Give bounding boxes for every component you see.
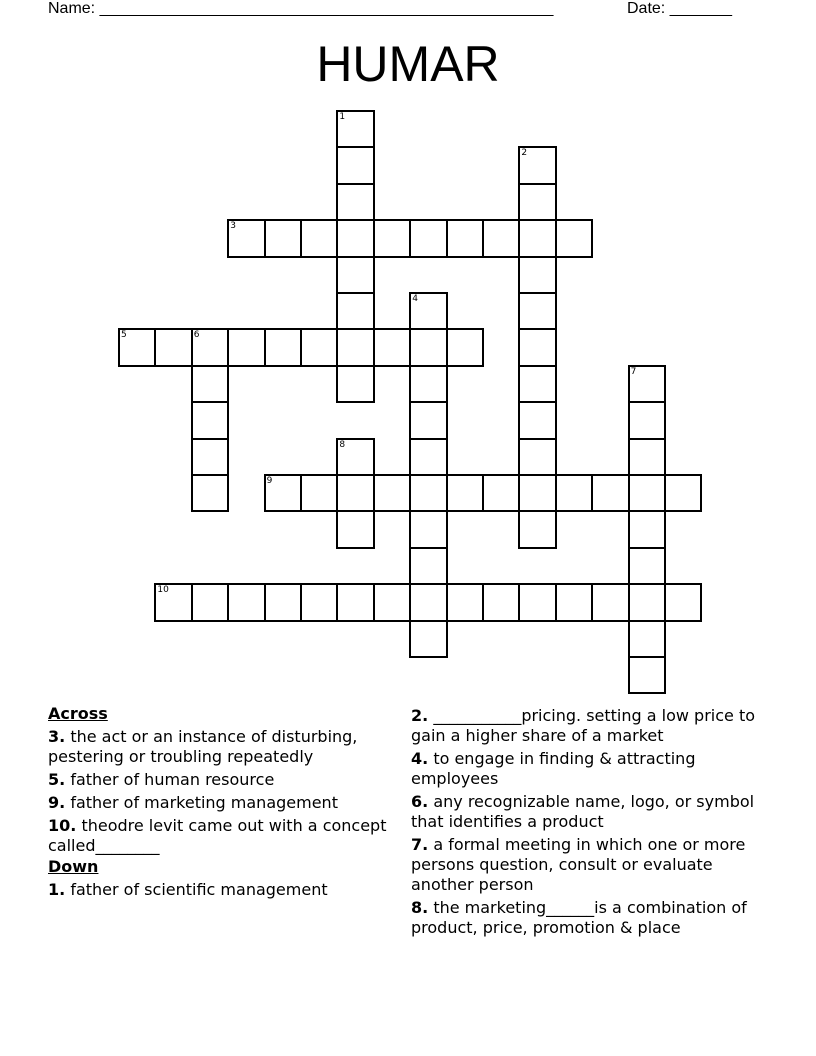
clue-number: 2. bbox=[411, 706, 429, 725]
grid-cell[interactable] bbox=[664, 474, 702, 512]
grid-cell[interactable] bbox=[518, 256, 556, 294]
cell-number: 10 bbox=[157, 585, 169, 596]
grid-cell[interactable] bbox=[118, 328, 156, 366]
grid-cell[interactable] bbox=[409, 510, 447, 548]
grid-cell[interactable] bbox=[446, 328, 484, 366]
puzzle-title: HUMAR bbox=[316, 36, 500, 92]
grid-cell[interactable] bbox=[518, 583, 556, 621]
clue-number: 8. bbox=[411, 898, 429, 917]
grid-cell[interactable] bbox=[518, 438, 556, 476]
clue-item bbox=[48, 793, 393, 813]
clue-item bbox=[48, 816, 393, 856]
clue-text: ___________pricing. setting a low price to gain a higher share of a market bbox=[411, 706, 756, 745]
grid-cell[interactable] bbox=[300, 219, 338, 257]
grid-cell[interactable] bbox=[409, 547, 447, 585]
clue-text: father of marketing management bbox=[70, 793, 338, 812]
clue-number: 10. bbox=[48, 816, 77, 835]
grid-cell[interactable] bbox=[336, 328, 374, 366]
cell-number: 5 bbox=[121, 330, 127, 341]
grid-cell[interactable] bbox=[409, 292, 447, 330]
name-field-label: Name: ___________________________________________________ bbox=[48, 0, 554, 17]
grid-cell[interactable] bbox=[518, 474, 556, 512]
grid-cell[interactable] bbox=[336, 438, 374, 476]
grid-cell[interactable] bbox=[628, 365, 666, 403]
grid-cell[interactable] bbox=[409, 219, 447, 257]
grid-cell[interactable] bbox=[628, 401, 666, 439]
grid-cell[interactable] bbox=[482, 219, 520, 257]
grid-cell[interactable] bbox=[409, 328, 447, 366]
clue-number: 1. bbox=[48, 880, 66, 899]
grid-cell[interactable] bbox=[409, 401, 447, 439]
grid-cell[interactable] bbox=[446, 474, 484, 512]
grid-cell[interactable] bbox=[373, 328, 411, 366]
grid-cell[interactable] bbox=[227, 328, 265, 366]
grid-cell[interactable] bbox=[518, 510, 556, 548]
grid-cell[interactable] bbox=[628, 547, 666, 585]
clue-number: 7. bbox=[411, 835, 429, 854]
clue-text: theodre levit came out with a concept called________ bbox=[48, 816, 387, 855]
cell-number: 8 bbox=[339, 439, 346, 450]
grid-cell[interactable] bbox=[264, 219, 302, 257]
grid-cell[interactable] bbox=[336, 256, 374, 294]
grid-cell[interactable] bbox=[628, 510, 666, 548]
clue-item bbox=[48, 770, 393, 790]
clue-number: 4. bbox=[411, 749, 429, 768]
cell-number: 6 bbox=[193, 330, 200, 341]
grid-cell[interactable] bbox=[628, 438, 666, 476]
grid-cell[interactable] bbox=[336, 146, 374, 184]
clue-number: 5. bbox=[48, 770, 66, 789]
grid-cell[interactable] bbox=[409, 438, 447, 476]
cell-number: 3 bbox=[230, 221, 236, 232]
grid-cell[interactable] bbox=[555, 219, 593, 257]
grid-cell[interactable] bbox=[227, 583, 265, 621]
grid-cell[interactable] bbox=[300, 474, 338, 512]
grid-cell[interactable] bbox=[409, 620, 447, 658]
grid-cell[interactable] bbox=[518, 219, 556, 257]
grid-cell[interactable] bbox=[628, 620, 666, 658]
grid-cell[interactable] bbox=[336, 510, 374, 548]
clue-text: father of human resource bbox=[70, 770, 275, 789]
grid-cell[interactable] bbox=[518, 401, 556, 439]
grid-cell[interactable] bbox=[191, 583, 229, 621]
cell-number: 7 bbox=[630, 366, 637, 377]
grid-cell[interactable] bbox=[555, 583, 593, 621]
grid-cell[interactable] bbox=[191, 474, 229, 512]
grid-cell[interactable] bbox=[336, 583, 374, 621]
clue-number: 3. bbox=[48, 727, 66, 746]
cell-number: 4 bbox=[412, 294, 418, 304]
clue-item bbox=[411, 792, 776, 832]
down-clue-list-continued bbox=[411, 706, 776, 938]
grid-cell[interactable] bbox=[264, 583, 302, 621]
clue-number: 6. bbox=[411, 792, 429, 811]
clue-text: father of scientific management bbox=[70, 880, 328, 899]
grid-cell[interactable] bbox=[300, 583, 338, 621]
grid-cell[interactable] bbox=[591, 583, 629, 621]
clues-right-column bbox=[411, 703, 776, 938]
grid-cell[interactable] bbox=[628, 474, 666, 512]
grid-cell[interactable] bbox=[336, 365, 374, 403]
grid-cell[interactable] bbox=[191, 401, 229, 439]
across-heading: Across bbox=[48, 704, 108, 723]
grid-cell[interactable] bbox=[555, 474, 593, 512]
cell-number: 1 bbox=[339, 112, 346, 122]
grid-cell[interactable] bbox=[191, 438, 229, 476]
grid-cell[interactable] bbox=[373, 583, 411, 621]
down-clue-list bbox=[48, 880, 393, 900]
grid-cell[interactable] bbox=[518, 146, 556, 184]
grid-cell[interactable] bbox=[336, 292, 374, 330]
clue-item bbox=[48, 880, 393, 900]
grid-cell[interactable] bbox=[264, 474, 302, 512]
clue-text: to engage in finding & attracting employees bbox=[411, 749, 696, 788]
grid-cell[interactable] bbox=[446, 219, 484, 257]
grid-cell[interactable] bbox=[446, 583, 484, 621]
grid-cell[interactable] bbox=[373, 219, 411, 257]
grid-cell[interactable] bbox=[409, 474, 447, 512]
clue-text: the act or an instance of disturbing, pestering or troubling repeatedly bbox=[48, 727, 358, 766]
clue-item bbox=[411, 898, 776, 938]
grid-cell[interactable] bbox=[664, 583, 702, 621]
across-clue-list bbox=[48, 727, 393, 856]
grid-cell[interactable] bbox=[336, 219, 374, 257]
down-heading: Down bbox=[48, 857, 99, 876]
grid-cell[interactable] bbox=[518, 292, 556, 330]
grid-cell[interactable] bbox=[482, 474, 520, 512]
grid-cell[interactable] bbox=[336, 474, 374, 512]
grid-cell[interactable] bbox=[518, 183, 556, 221]
clue-item bbox=[411, 706, 776, 746]
grid-cell[interactable] bbox=[336, 110, 374, 148]
grid-cell[interactable] bbox=[336, 183, 374, 221]
grid-cell[interactable] bbox=[409, 583, 447, 621]
grid-cell[interactable] bbox=[154, 328, 192, 366]
cell-number: 2 bbox=[521, 148, 528, 159]
clue-item bbox=[48, 727, 393, 767]
clues-left-column bbox=[48, 703, 393, 900]
clue-text: a formal meeting in which one or more persons question, consult or evaluate another person bbox=[411, 835, 746, 894]
grid-cell[interactable] bbox=[373, 474, 411, 512]
grid-cell[interactable] bbox=[518, 328, 556, 366]
grid-cell[interactable] bbox=[591, 474, 629, 512]
grid-cell[interactable] bbox=[409, 365, 447, 403]
clue-number: 9. bbox=[48, 793, 66, 812]
grid-cell[interactable] bbox=[227, 219, 265, 257]
grid-cell[interactable] bbox=[264, 328, 302, 366]
date-field-label: Date: _______ bbox=[627, 0, 732, 17]
grid-cell[interactable] bbox=[482, 583, 520, 621]
grid-cell[interactable] bbox=[628, 656, 666, 694]
grid-cell[interactable] bbox=[191, 328, 229, 366]
clue-item bbox=[411, 749, 776, 789]
grid-cell[interactable] bbox=[191, 365, 229, 403]
clue-text: the marketing______is a combination of product, price, promotion & place bbox=[411, 898, 747, 937]
cell-number: 9 bbox=[266, 476, 273, 486]
grid-cell[interactable] bbox=[154, 583, 192, 621]
grid-cell[interactable] bbox=[518, 365, 556, 403]
clue-text: any recognizable name, logo, or symbol that identifies a product bbox=[411, 792, 755, 831]
grid-cell[interactable] bbox=[628, 583, 666, 621]
grid-cell[interactable] bbox=[300, 328, 338, 366]
clue-item bbox=[411, 835, 776, 895]
